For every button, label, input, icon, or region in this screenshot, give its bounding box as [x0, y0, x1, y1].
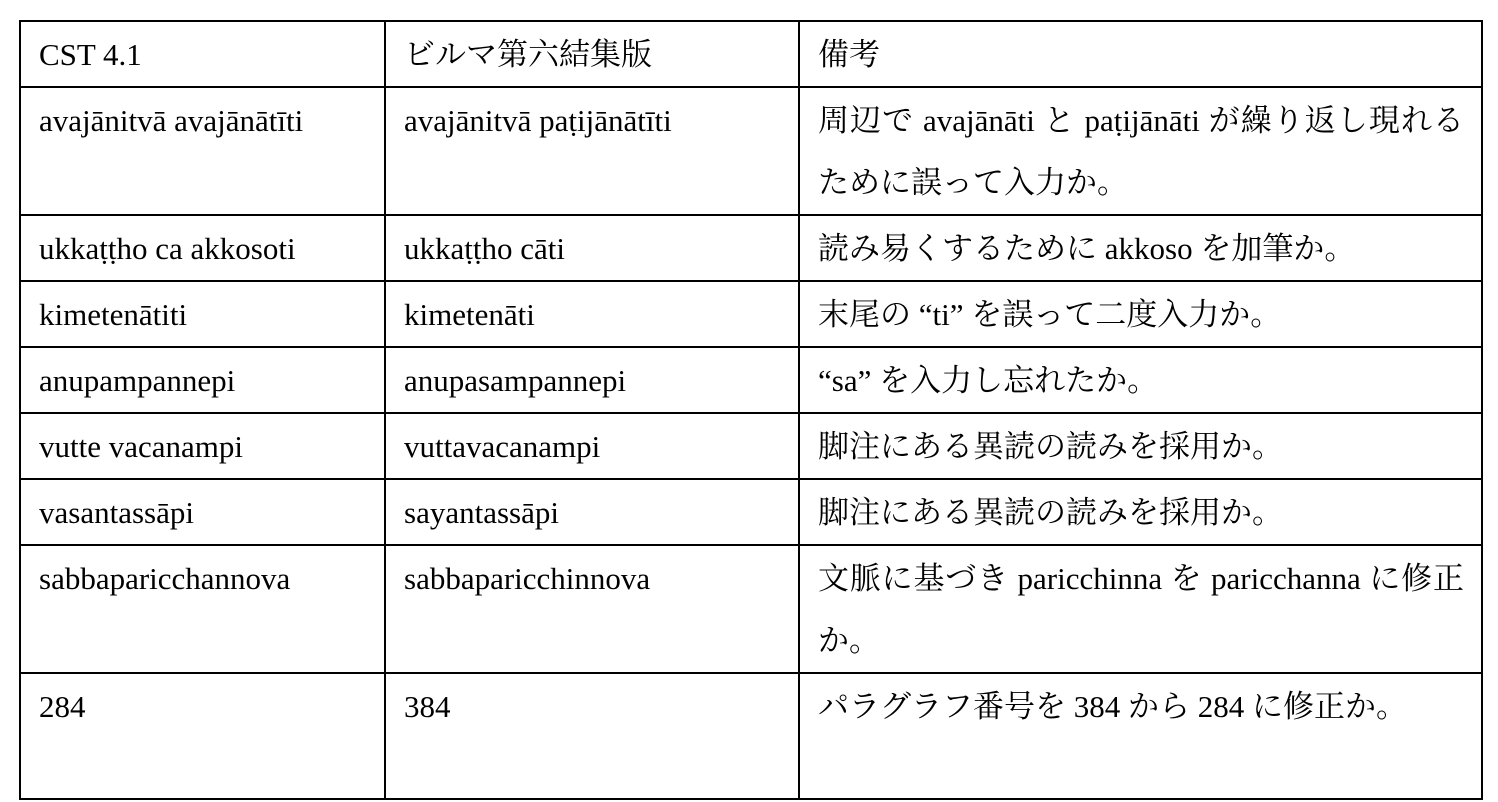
cell-remark: 脚注にある異読の読みを採用か。	[799, 479, 1482, 545]
table-row	[20, 673, 1482, 799]
cell-cst: ukkaṭṭho ca akkosoti	[20, 215, 385, 281]
table-row	[20, 479, 1482, 545]
cell-cst: vutte vacanampi	[20, 413, 385, 479]
cell-cst: sabbaparicchannova	[20, 545, 385, 673]
cell-burmese: 384	[385, 673, 799, 799]
header-cell-cst: CST 4.1	[20, 21, 385, 87]
cell-cst: vasantassāpi	[20, 479, 385, 545]
header-cell-remarks: 備考	[799, 21, 1482, 87]
variant-readings-table	[19, 20, 1483, 800]
table-row	[20, 545, 1482, 673]
cell-burmese: sayantassāpi	[385, 479, 799, 545]
cell-cst: anupampannepi	[20, 347, 385, 413]
table-row	[20, 413, 1482, 479]
cell-burmese: sabbaparicchinnova	[385, 545, 799, 673]
table-row	[20, 347, 1482, 413]
cell-remark: パラグラフ番号を 384 から 284 に修正か。	[799, 673, 1482, 799]
table-header-row	[20, 21, 1482, 87]
cell-remark: 末尾の “ti” を誤って二度入力か。	[799, 281, 1482, 347]
cell-remark: 文脈に基づき paricchinna を paricchanna に修正か。	[799, 545, 1482, 673]
cell-burmese: anupasampannepi	[385, 347, 799, 413]
cell-burmese: ukkaṭṭho cāti	[385, 215, 799, 281]
cell-burmese: kimetenāti	[385, 281, 799, 347]
cell-remark: 周辺で avajānāti と paṭijānāti が繰り返し現れるために誤って入力か。	[799, 87, 1482, 215]
cell-burmese: avajānitvā paṭijānātīti	[385, 87, 799, 215]
cell-remark: “sa” を入力し忘れたか。	[799, 347, 1482, 413]
table-row	[20, 215, 1482, 281]
cell-cst: 284	[20, 673, 385, 799]
cell-cst: kimetenātiti	[20, 281, 385, 347]
table-row	[20, 281, 1482, 347]
cell-remark: 読み易くするために akkoso を加筆か。	[799, 215, 1482, 281]
cell-cst: avajānitvā avajānātīti	[20, 87, 385, 215]
table-row	[20, 87, 1482, 215]
header-cell-burmese: ビルマ第六結集版	[385, 21, 799, 87]
cell-burmese: vuttavacanampi	[385, 413, 799, 479]
cell-remark: 脚注にある異読の読みを採用か。	[799, 413, 1482, 479]
